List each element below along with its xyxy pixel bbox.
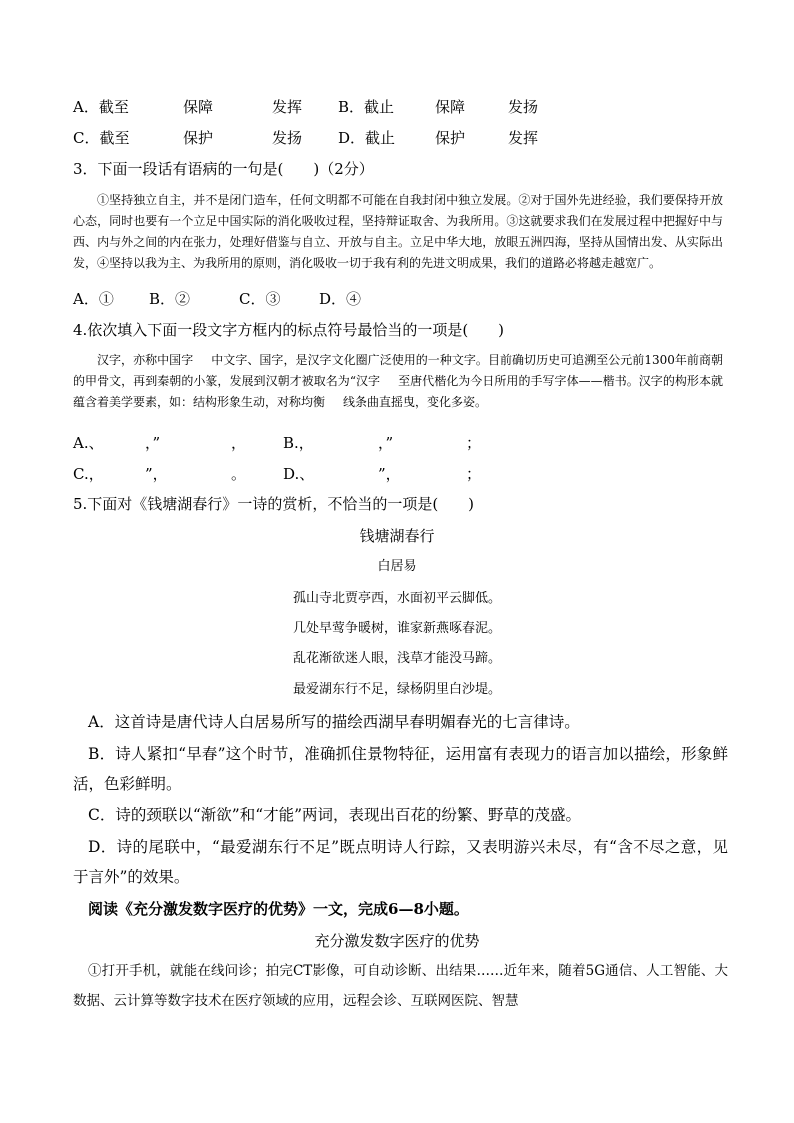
option-row: [73, 97, 723, 117]
option-cell: 。: [231, 465, 247, 483]
question-5-option: C．诗的颈联以“渐欲”和“才能”两词，表现出百花的纷繁、野草的茂盛。: [88, 806, 582, 824]
option-cell: ”，: [378, 465, 401, 483]
question-5-option: A．这首诗是唐代诗人白居易所写的描绘西湖早春明媚春光的七言律诗。: [88, 713, 580, 731]
passage-text: 汉字，亦称中国字: [97, 353, 194, 367]
question-4-options: [73, 433, 493, 453]
question-3-passage: ①坚持独立自主，并不是闭门造车，任何文明都不可能在自我封闭中独立发展。②对于国外先进经验，我们要保持开放心态，同时也要有一个立足中国实际的消化吸收过程，坚持辩证取舍、为我所用。③这就要求我们在发展过程中把握好中与西、内与外之间的内在张力，处理好借鉴与自立、开放与自主。立足中华大地，放眼五洲四海，坚持从国情出发、从实际出发，④坚持以我为主、为我所用的原则，消化吸收一切于我有利的先进文明成果，我们的道路必将越走越宽广。: [73, 193, 723, 270]
question-4-stem: 4.依次填入下面一段文字方框内的标点符号最恰当的一项是( ): [73, 321, 505, 339]
poem-line: 几处早莺争暖树，谁家新燕啄春泥。: [292, 621, 501, 636]
option-cell: 保护: [435, 129, 466, 147]
passage-text: 中文字、国字，是汉字文化圈广泛使用的一种文字。目前确切历史可追溯至公元前1300年前商朝的甲骨文，再到秦朝的小篆，发展到汉朝才被取名为“汉字: [73, 353, 723, 388]
option-cell: 发扬: [272, 129, 303, 147]
option-cell: C．截至: [73, 129, 130, 147]
question-4-passage: [73, 350, 723, 413]
reading-instruction: 阅读《充分激发数字医疗的优势》一文，完成6—8小题。: [88, 900, 469, 918]
question-3-stem: 3．下面一段话有语病的一句是( )（2分）: [73, 160, 374, 178]
option-cell: D．④: [319, 290, 362, 308]
option-cell: 保障: [183, 98, 214, 116]
passage-text: 线条曲直摇曳，变化多姿。: [343, 395, 488, 409]
option-cell: A．①: [73, 290, 114, 308]
poem-line: 乱花渐欲迷人眼，浅草才能没马蹄。: [292, 651, 501, 666]
option-cell: ，: [231, 434, 247, 452]
option-cell: B.，: [283, 434, 314, 452]
poem-title: 钱塘湖春行: [359, 527, 435, 545]
option-cell: 发挥: [508, 129, 539, 147]
question-5-option: B．诗人紧扣“早春”这个时节，准确抓住景物特征，运用富有表现力的语言加以描绘，形象鲜活，色彩鲜明。: [73, 745, 728, 793]
option-cell: D.、: [283, 465, 315, 483]
option-cell: ”，: [145, 465, 168, 483]
option-cell: 发扬: [508, 98, 539, 116]
option-cell: C.，: [73, 465, 104, 483]
option-cell: ；: [466, 465, 482, 483]
question-3-options: [73, 289, 473, 309]
option-cell: 发挥: [272, 98, 303, 116]
option-cell: A．截至: [73, 98, 129, 116]
poem-line: 孤山寺北贾亭西，水面初平云脚低。: [292, 591, 501, 606]
question-4-options: [73, 464, 493, 484]
option-cell: ，”: [378, 434, 394, 452]
option-cell: B．②: [149, 290, 191, 308]
option-cell: B．截止: [338, 98, 395, 116]
option-row: [73, 128, 723, 148]
question-5-stem: 5.下面对《钱塘湖春行》一诗的赏析，不恰当的一项是( ): [73, 495, 475, 513]
article-paragraph: ①打开手机，就能在线问诊；拍完CT影像，可自动诊断、出结果……近年来，随着5G通信、人工智能、大数据、云计算等数字技术在医疗领域的应用，远程会诊、互联网医院、智慧: [73, 963, 728, 1009]
article-title: 充分激发数字医疗的优势: [314, 932, 480, 950]
option-cell: ，”: [145, 434, 161, 452]
option-cell: 保护: [183, 129, 214, 147]
poem-author: 白居易: [377, 559, 417, 574]
poem-line: 最爱湖东行不足，绿杨阴里白沙堤。: [292, 682, 501, 697]
passage-text: 至唐代楷化为今日所用的手写字体——楷书。汉字的构形本就蕴含着美学要素，如：结构形象生动，对称均衡: [73, 374, 723, 409]
option-cell: ；: [466, 434, 482, 452]
option-cell: C．③: [239, 290, 281, 308]
option-cell: A.、: [73, 434, 104, 452]
option-cell: D．截止: [338, 129, 396, 147]
option-cell: 保障: [435, 98, 466, 116]
question-5-option: D．诗的尾联中，“最爱湖东行不足”既点明诗人行踪，又表明游兴未尽，有“含不尽之意，见于言外”的效果。: [73, 838, 728, 886]
